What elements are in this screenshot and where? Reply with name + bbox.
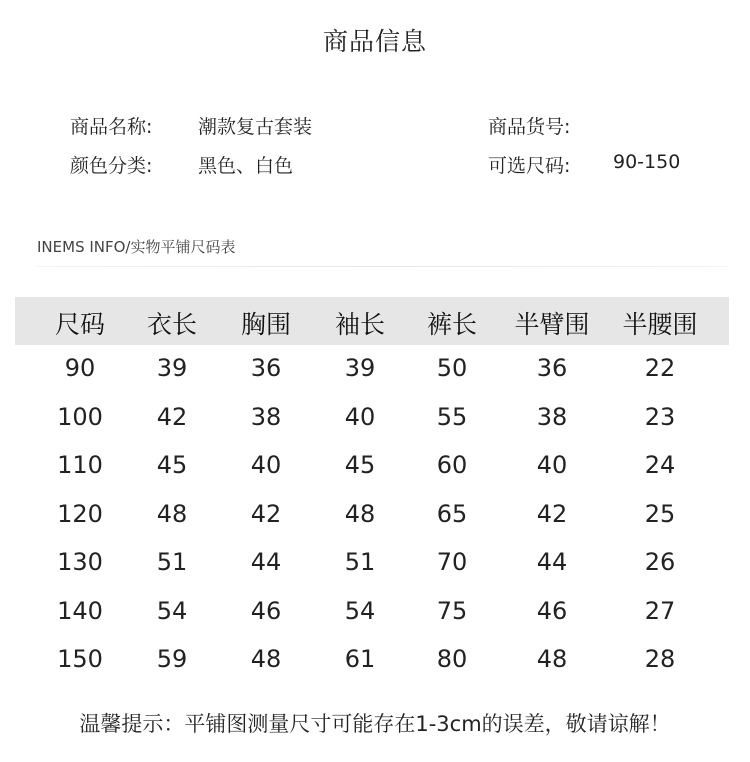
- table-cell: 44: [536, 548, 568, 576]
- table-cell: 140: [57, 596, 103, 625]
- table-cell: 50: [436, 354, 468, 382]
- table-cell: 28: [644, 645, 676, 673]
- table-header-cell: 袖长: [334, 310, 385, 339]
- size-label: 可选尺码:: [488, 155, 571, 177]
- table-cell: 38: [536, 402, 568, 431]
- table-header-cell: 衣长: [146, 310, 197, 339]
- table-cell: 61: [344, 645, 376, 673]
- table-cell: 42: [536, 499, 568, 528]
- table-cell: 120: [57, 499, 103, 528]
- table-header-cell: 胸围: [240, 310, 291, 339]
- table-cell: 45: [156, 451, 188, 479]
- table-cell: 42: [250, 499, 282, 528]
- table-cell: 48: [344, 499, 376, 528]
- table-cell: 70: [436, 548, 468, 576]
- table-cell: 27: [644, 596, 676, 625]
- table-cell: 150: [57, 645, 103, 673]
- table-cell: 59: [156, 645, 188, 673]
- table-cell: 80: [436, 645, 468, 673]
- name-value: 潮款复古套装: [198, 116, 313, 138]
- table-cell: 40: [344, 402, 376, 431]
- info-sku-row: [488, 112, 570, 139]
- table-header-cell: 裤长: [426, 310, 477, 339]
- table-cell: 23: [644, 402, 676, 431]
- table-cell: 54: [344, 596, 376, 625]
- table-cell: 48: [536, 645, 568, 673]
- page-title: 商品信息: [322, 27, 427, 56]
- measurement-note: 温馨提示：平铺图测量尺寸可能存在1-3cm的误差，敬请谅解！: [79, 712, 671, 736]
- table-cell: 60: [436, 451, 468, 479]
- table-cell: 65: [436, 499, 468, 528]
- table-cell: 110: [57, 451, 103, 479]
- table-cell: 36: [250, 354, 282, 382]
- table-cell: 26: [644, 548, 676, 576]
- divider: [37, 266, 727, 267]
- info-size-row: [488, 151, 681, 178]
- table-cell: 38: [250, 402, 282, 431]
- table-header-cell: 尺码: [54, 310, 105, 339]
- table-header-cell: 半臂围: [514, 310, 590, 339]
- table-cell: 40: [536, 451, 568, 479]
- table-cell: 44: [250, 548, 282, 576]
- table-cell: 100: [57, 402, 103, 431]
- table-cell: 54: [156, 596, 188, 625]
- table-cell: 39: [156, 354, 188, 382]
- size-value: 90-150: [613, 151, 681, 173]
- table-cell: 130: [57, 548, 103, 576]
- table-cell: 46: [536, 596, 568, 625]
- table-cell: 75: [436, 596, 468, 625]
- sku-label: 商品货号:: [488, 116, 571, 138]
- table-cell: 48: [156, 499, 188, 528]
- table-cell: 24: [644, 451, 676, 479]
- table-cell: 46: [250, 596, 282, 625]
- name-label: 商品名称:: [70, 116, 153, 138]
- table-cell: 55: [436, 402, 468, 431]
- table-header-cell: 半腰围: [622, 310, 698, 339]
- table-cell: 51: [344, 548, 376, 576]
- table-cell: 36: [536, 354, 568, 382]
- table-cell: 45: [344, 451, 376, 479]
- table-cell: 22: [644, 354, 676, 382]
- info-name-row: [70, 112, 313, 139]
- table-cell: 51: [156, 548, 188, 576]
- table-cell: 40: [250, 451, 282, 479]
- color-label: 颜色分类:: [70, 155, 153, 177]
- table-cell: 25: [644, 499, 676, 528]
- table-cell: 42: [156, 402, 188, 431]
- table-cell: 90: [64, 354, 96, 382]
- table-cell: 39: [344, 354, 376, 382]
- table-cell: 48: [250, 645, 282, 673]
- size-chart-subtitle: INEMS INFO/实物平铺尺码表: [37, 238, 236, 256]
- info-color-row: [70, 151, 294, 178]
- color-value: 黑色、白色: [198, 155, 294, 177]
